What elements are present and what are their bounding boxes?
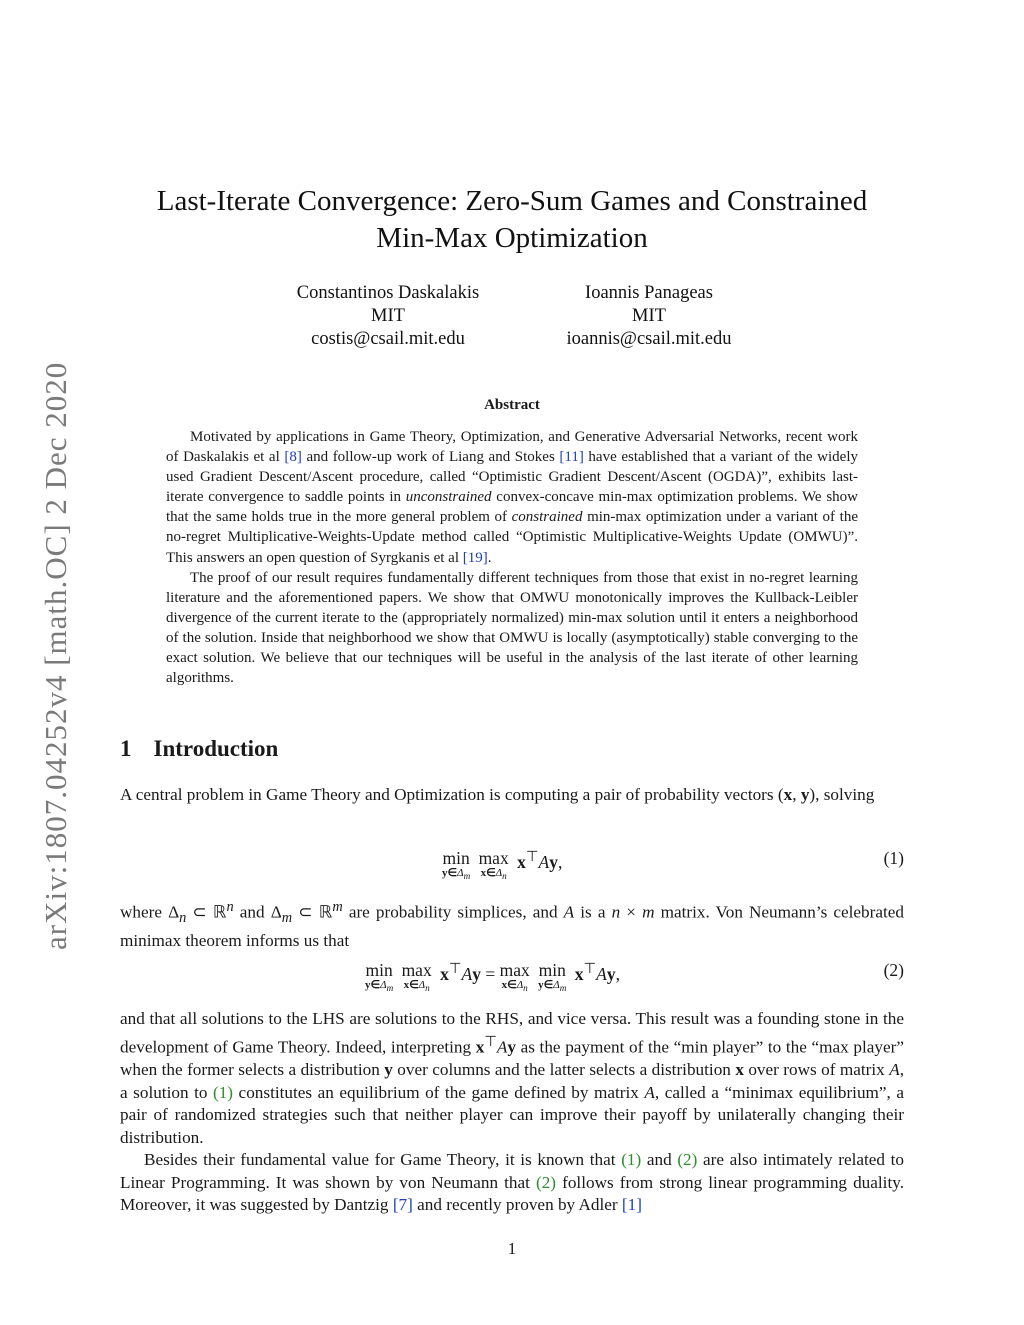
author-name: Ioannis Panageas [585,283,713,303]
equation-1: min $y\in\Delta_m$ max $x\in\Delta_n$ x⊤Ay, (1) [442,848,904,882]
section-title: Introduction [153,736,279,761]
abstract-body [166,427,858,688]
intro-paragraph-1: A central problem in Game Theory and Optimization is computing a pair of probability vectors (x, y), solving [120,785,875,804]
author-email[interactable]: costis@csail.mit.edu [311,329,465,349]
author-affiliation: MIT [371,306,405,326]
author-name: Constantinos Daskalakis [296,283,480,303]
equation-number: (1) [883,848,904,868]
equation-ref-link[interactable]: (1) [212,1082,234,1102]
intro-paragraph-2: where $\Delta_n$ ⊂ ℝ$^n$ and $\Delta_m$ ⊂ ℝ$^m$ are probability simplices, and A is a n × m matrix. Von Neumann’s celebrated minimax theorem informs us that [120,899,905,950]
author-affiliation: MIT [632,306,666,326]
equation-ref-link[interactable]: (2) [677,1150,698,1170]
abstract-paragraph-2: The proof of our result requires fundamentally different techniques from those that exist in no-regret learning literature and the aforementioned papers. We show that OMWU monotonically improves the Kullback-Leibler divergence of the current iterate to the (appropriately normalized) min-max solution until it enters a neighborhood of the solution. Inside that neighborhood we show that OMWU is locally (asymptotically) stable converging to the exact solution. We believe that our techniques will be useful in the analysis of the last iterate of other learning algorithms. [166,569,858,687]
equation-2: min $y\in\Delta_m$ max $x\in\Delta_n$ x⊤Ay = max $x\in\Delta_n$ min $y\in\Delta_m$ x⊤Ay, (2) [365,960,904,994]
citation-link[interactable]: [1] [621,1195,642,1215]
abstract-heading: Abstract [484,397,540,413]
citation-link[interactable]: [11] [559,449,584,466]
section-number: 1 [120,736,132,761]
author-2 [540,282,758,351]
equation-ref-link[interactable]: (2) [535,1172,557,1192]
title-line-2: Min-Max Optimization [376,222,648,254]
section-heading [120,736,278,762]
abstract-paragraph-1: Motivated by applications in Game Theory, Optimization, and Generative Adversarial Networks, recent work of Daskalakis et al [8] and follow-up work of Liang and Stokes [11] have established that a variant of the widely used Gradient Descent/Ascent procedure, called “Optimistic Gradient Descent/Ascent (OGDA)”, exhibits last-iterate convergence to saddle points in unconstrained convex-concave min-max optimization problems. We show that the same holds true in the more general problem of constrained min-max optimization under a variant of the no-regret Multiplicative-Weights-Update method called “Optimistic Multiplicative-Weights Update (OMWU)”. This answers an open question of Syrgkanis et al [19]. [166,429,858,566]
citation-link[interactable]: [19] [462,549,488,566]
citation-link[interactable]: [7] [392,1195,413,1215]
page-number: 1 [507,1239,517,1258]
author-1 [272,282,504,351]
author-email[interactable]: ioannis@csail.mit.edu [566,329,732,349]
title-line-1: Last-Iterate Convergence: Zero-Sum Games and Constrained [156,185,868,217]
intro-paragraph-4: Besides their fundamental value for Game Theory, it is known that (1) and (2) are also intimately related to Linear Programming. It was shown by von Neumann that (2) follows from strong linear programming duality. Moreover, it was suggested by Dantzig [7] and recently proven by Adler [1] [120,1150,904,1215]
intro-paragraph-3: and that all solutions to the LHS are solutions to the RHS, and vice versa. This result was a founding stone in the development of Game Theory. Indeed, interpreting x⊤Ay as the payment of the “min player” to the “max player” when the former selects a distribution y over columns and the latter selects a distribution x over rows of matrix A, a solution to (1) constitutes an equilibrium of the game defined by matrix A, called a “minimax equilibrium”, a pair of randomized strategies such that neither player can improve their payoff by unilaterally changing their distribution. Besides their fundamental value for Game Theory, it is known that (1) and (2) are also intimately related to Linear Programming. It was shown by von Neumann that (2) follows from strong linear programming duality. Moreover, it was suggested by Dantzig [7] and recently proven by Adler [1] [120,1008,904,1217]
citation-link[interactable]: [8] [284,449,302,466]
arxiv-stamp: arXiv:1807.04252v4 [math.OC] 2 Dec 2020 [38,361,73,950]
paper-title [120,183,904,257]
equation-number: (2) [883,960,904,980]
equation-ref-link[interactable]: (1) [621,1150,642,1170]
